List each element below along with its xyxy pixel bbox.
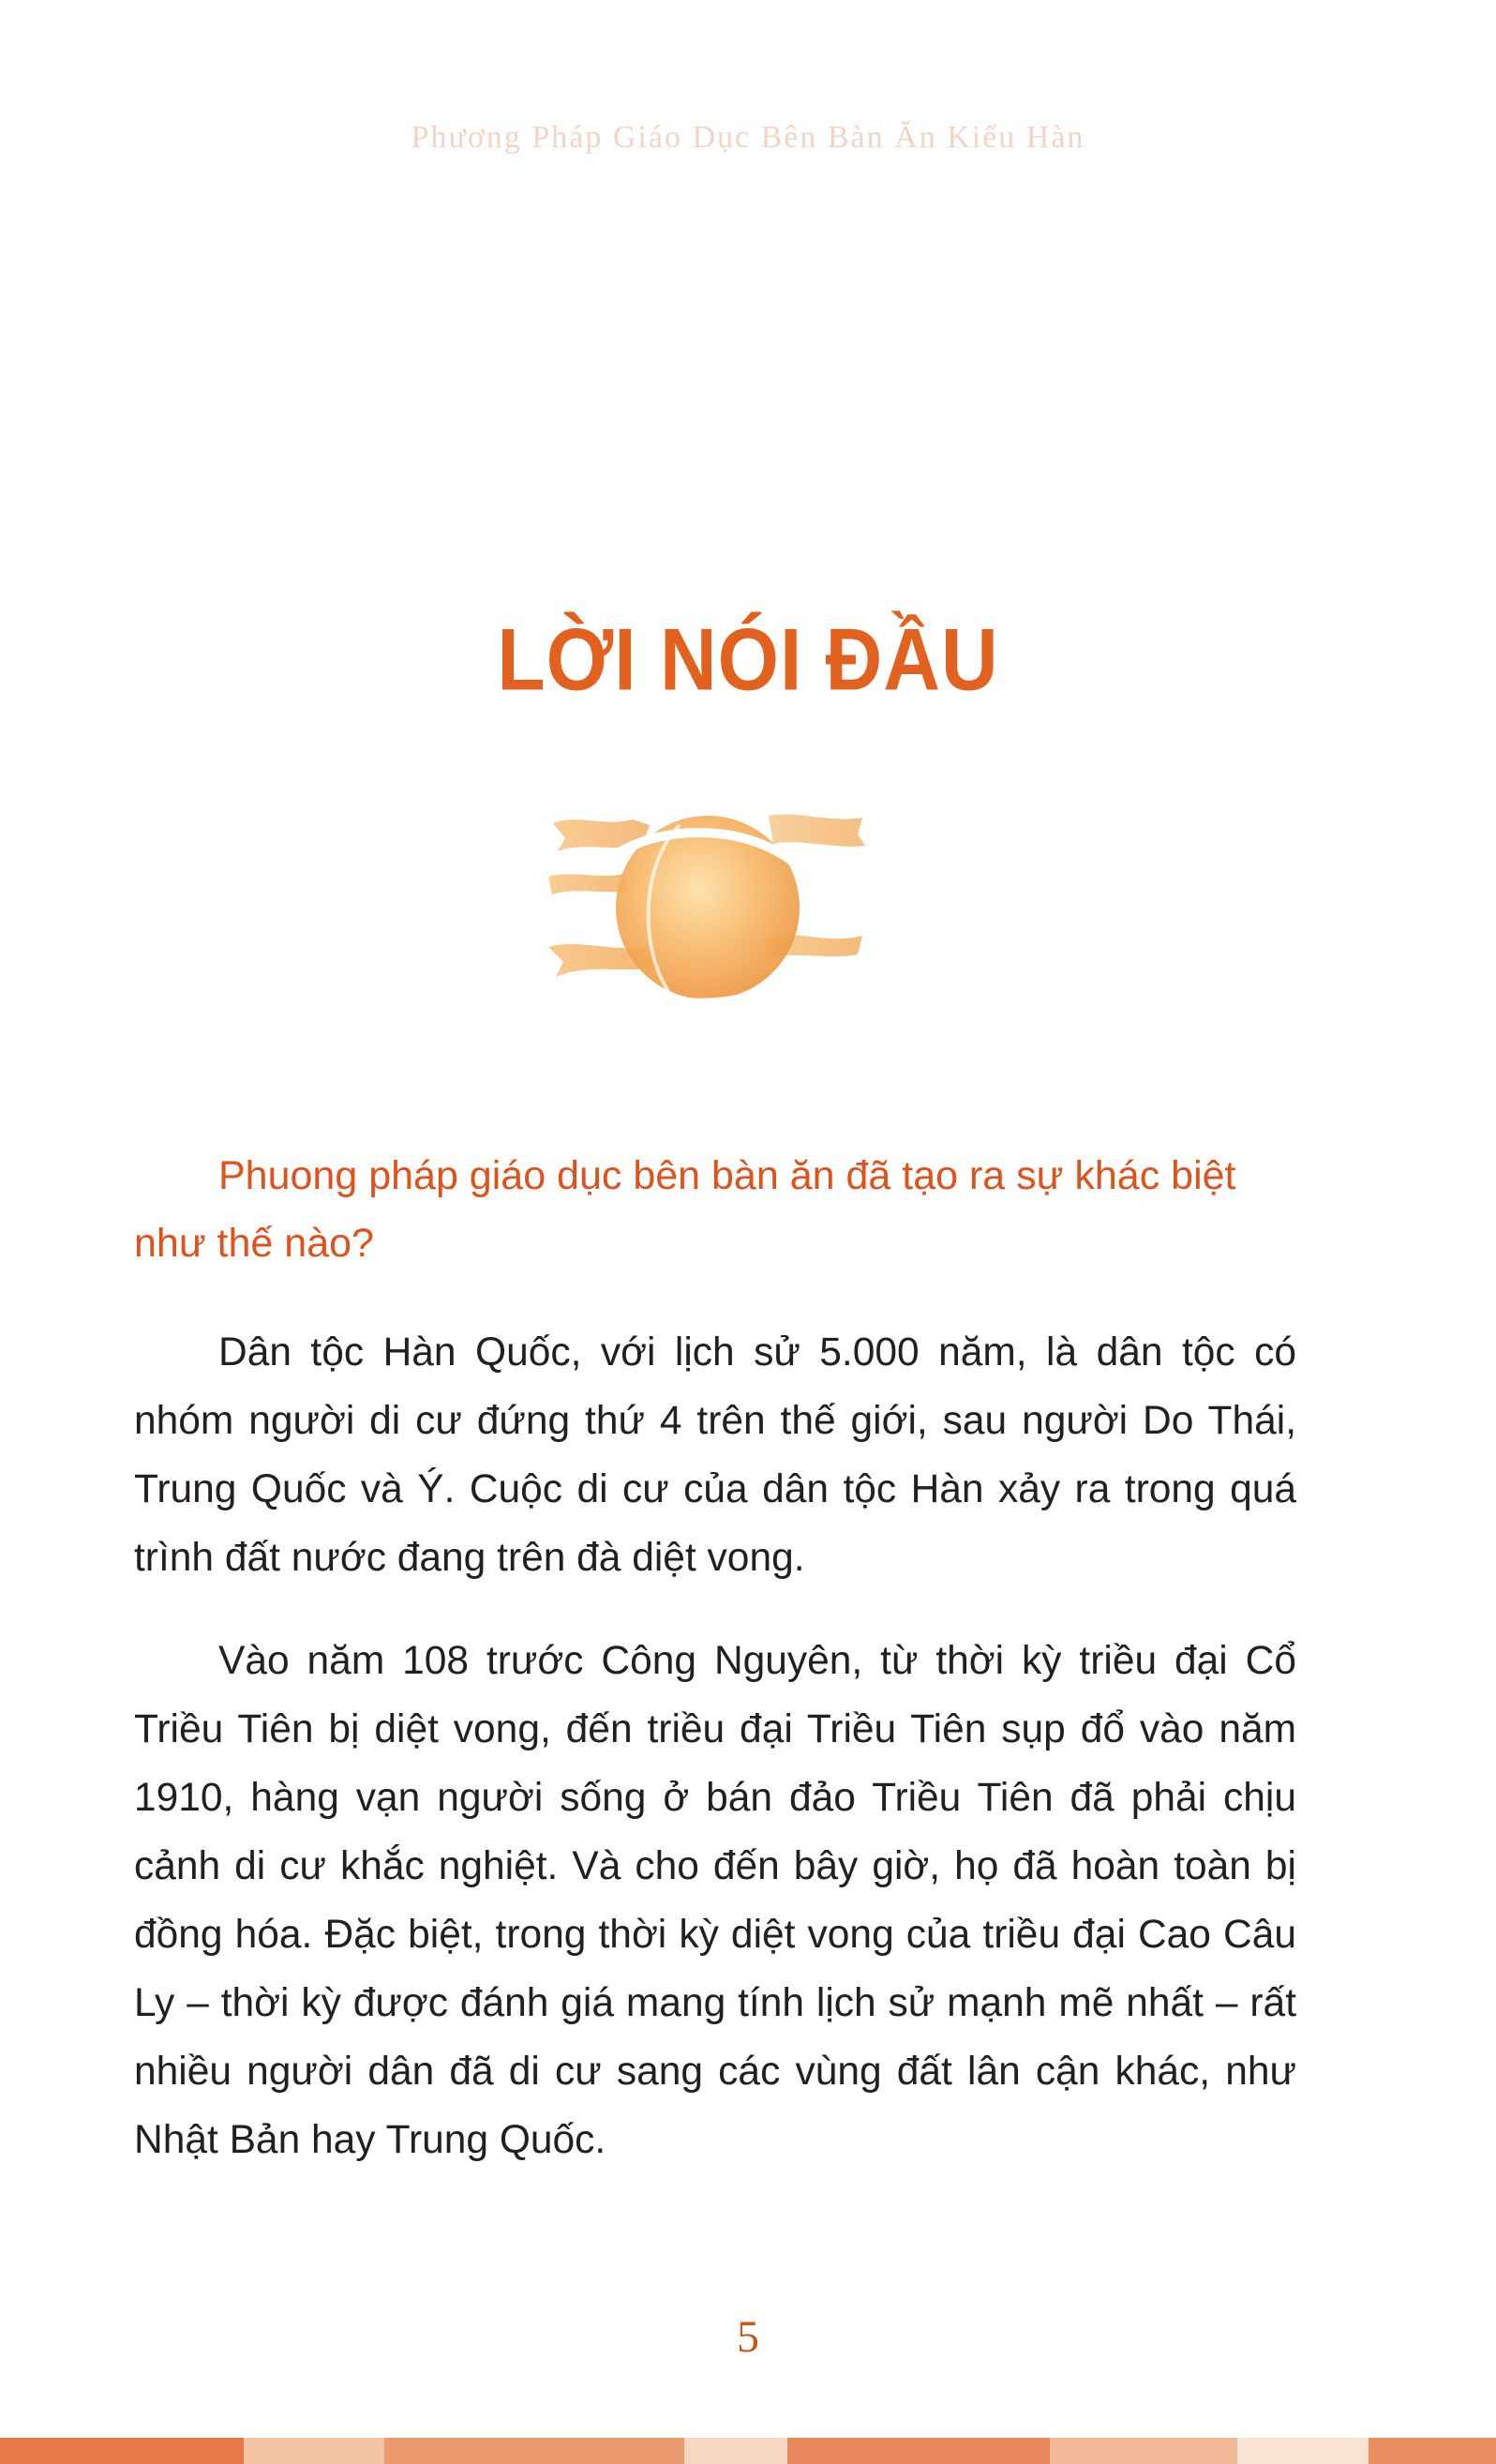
running-header: Phương Pháp Giáo Dục Bên Bàn Ăn Kiểu Hàn [411, 120, 1085, 155]
band-segment [787, 2438, 1050, 2464]
page-number: 5 [737, 2312, 759, 2362]
band-segment [1237, 2438, 1369, 2464]
band-segment [1369, 2438, 1496, 2464]
band-segment [684, 2438, 787, 2464]
band-segment [244, 2438, 384, 2464]
band-segment [0, 2438, 244, 2464]
chapter-title: LỜI NÓI ĐẦU [497, 609, 999, 709]
section-heading: Phuong pháp giáo dục bên bàn ăn đã tạo ra sự khác biệt như thế nào? [134, 1153, 1236, 1266]
body-paragraph-2: Vào năm 108 trước Công Nguyên, từ thời kỳ triều đại Cổ Triều Tiên bị diệt vong, đến triều đại Triều Tiên sụp đổ vào năm 1910, hàng vạn người sống ở bán đảo Triều Tiên đã phải chịu cảnh di cư khắc nghiệt. Và cho đến bây giờ, họ đã hoàn toàn bị đồng hóa. Đặc biệt, trong thời kỳ diệt vong của triều đại Cao Câu Ly – thời kỳ được đánh giá mang tính lịch sử mạnh mẽ nhất – rất nhiều người dân đã di cư sang các vùng đất lân cận khác, như Nhật Bản hay Trung Quốc. [134, 1639, 1296, 2162]
decorative-bottom-band [0, 2438, 1496, 2464]
band-segment [384, 2438, 684, 2464]
body-paragraph-1: Dân tộc Hàn Quốc, với lịch sử 5.000 năm, là dân tộc có nhóm người di cư đứng thứ 4 trên thế giới, sau người Do Thái, Trung Quốc và Ý. Cuộc di cư của dân tộc Hàn xảy ra trong quá trình đất nước đang trên đà diệt vong. [134, 1330, 1296, 1580]
watercolor-sun-icon [539, 797, 876, 1022]
band-segment [1050, 2438, 1237, 2464]
